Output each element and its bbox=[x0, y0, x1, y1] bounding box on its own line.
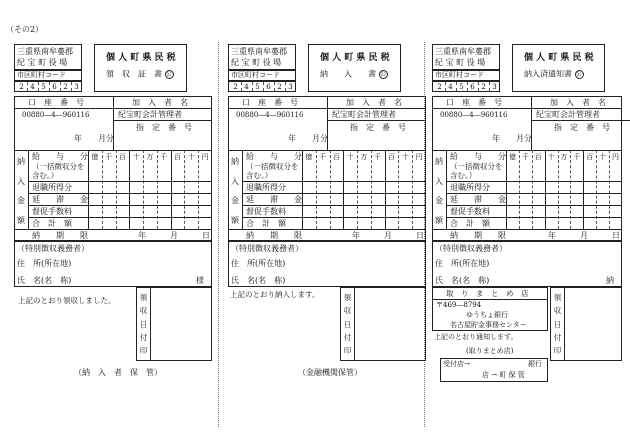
payment-amount-char: 入 bbox=[17, 176, 25, 186]
payment-amount-char: 納 bbox=[231, 157, 239, 166]
withholder-label: （特別徴収義務者） bbox=[17, 244, 89, 253]
code-digit-divider bbox=[60, 82, 61, 91]
code-label: 市区町村コード bbox=[231, 71, 280, 79]
address-label: 住 所(所在地) bbox=[435, 259, 490, 268]
agent-label: (取りまとめ店) bbox=[466, 347, 514, 355]
code-digit-divider bbox=[252, 82, 253, 91]
amount-digit-label: 千 bbox=[374, 153, 382, 161]
slip-subtitle: 納 入 書 公 bbox=[320, 69, 387, 79]
name-label: 氏 名(名 称) bbox=[17, 276, 72, 285]
office-name: 三重県南牟婁郡 bbox=[231, 47, 287, 56]
amount-item-label: 延 滞 金 bbox=[450, 195, 506, 204]
item-row-divider bbox=[28, 205, 212, 206]
amount-item-label: 退職所得分 bbox=[246, 183, 286, 192]
item-row-divider bbox=[446, 217, 622, 218]
date-stamp-label bbox=[552, 292, 563, 356]
agent-bank: ゆうちょ銀行 bbox=[466, 311, 508, 319]
code-label: 市区町村コード bbox=[435, 71, 484, 79]
date-stamp-char: 印 bbox=[553, 346, 562, 355]
code-digit-divider bbox=[274, 82, 275, 91]
amount-digit-label: 百 bbox=[388, 153, 396, 161]
payee-label: 加 入 者 名 bbox=[132, 98, 188, 107]
payment-amount-char: 額 bbox=[231, 215, 239, 225]
amount-digit-label: 億 bbox=[305, 153, 313, 161]
item-row-divider bbox=[446, 205, 622, 206]
office-name-2: 紀 宝 町 役 場 bbox=[435, 58, 486, 67]
amount-item-note: 含む。） bbox=[32, 171, 59, 180]
payment-amount-char: 入 bbox=[231, 176, 239, 186]
name-suffix: 様 bbox=[196, 276, 204, 285]
payee-name: 紀宝町会計管理者 bbox=[118, 110, 182, 119]
payment-amount-char: 額 bbox=[17, 215, 25, 225]
name-suffix: 納 bbox=[606, 276, 614, 285]
code-digit: 2 bbox=[481, 83, 486, 91]
address-label: 住 所(所在地) bbox=[17, 259, 72, 268]
date-stamp-char: 付 bbox=[343, 332, 352, 342]
code-digit: 6 bbox=[470, 83, 475, 91]
amount-item-label: 合 計 額 bbox=[32, 219, 72, 228]
payee-label: 加 入 者 名 bbox=[346, 98, 402, 107]
amount-digit-label: 千 bbox=[521, 153, 529, 161]
period-label: 年 月分 bbox=[74, 134, 114, 143]
code-digit-divider bbox=[285, 82, 286, 91]
date-stamp-char: 領 bbox=[139, 293, 148, 302]
code-digit-divider bbox=[489, 82, 490, 91]
code-digit: 5 bbox=[41, 83, 46, 91]
amount-item-label: 退職所得分 bbox=[32, 183, 72, 192]
amount-item-label: 延 滞 金 bbox=[32, 195, 88, 204]
public-seal-icon: 公 bbox=[166, 71, 173, 78]
amount-item-label: 督促手数料 bbox=[246, 207, 286, 216]
date-stamp-divider bbox=[564, 287, 565, 361]
amount-digit-label: 千 bbox=[160, 153, 168, 161]
agent-store-header: 取 り ま と め 店 bbox=[446, 289, 529, 298]
agent-center: 名古屋貯金事務センター bbox=[450, 321, 527, 329]
amount-digit-label: 円 bbox=[415, 153, 423, 161]
amount-item-label: 督促手数料 bbox=[450, 207, 490, 216]
code-digit-divider bbox=[467, 82, 468, 91]
slip-footer: （納 入 者 保 管） bbox=[74, 368, 162, 377]
date-stamp-char: 収 bbox=[343, 306, 352, 316]
public-seal-icon: 公 bbox=[380, 71, 387, 78]
code-digit-divider bbox=[38, 82, 39, 91]
item-row-divider bbox=[446, 181, 622, 182]
deadline-label: 納 期 限 bbox=[32, 231, 88, 240]
amount-digit-label: 十 bbox=[187, 153, 195, 161]
code-label: 市区町村コード bbox=[17, 71, 66, 79]
deadline-label: 納 期 限 bbox=[450, 231, 506, 240]
item-row-divider bbox=[28, 181, 212, 182]
slip bbox=[14, 0, 210, 440]
slip bbox=[432, 0, 622, 440]
payment-amount-label bbox=[229, 156, 241, 226]
office-name-2: 紀 宝 町 役 場 bbox=[17, 58, 68, 67]
code-digit: 2 bbox=[233, 83, 238, 91]
amount-item-label: 退職所得分 bbox=[450, 183, 490, 192]
public-seal-icon: 公 bbox=[576, 71, 583, 78]
slip bbox=[228, 0, 424, 440]
amount-item-note: （一括徴収分を bbox=[450, 162, 503, 171]
date-stamp-char: 領 bbox=[343, 293, 352, 302]
payment-amount-char: 金 bbox=[231, 196, 239, 206]
amount-digit-label: 円 bbox=[612, 153, 620, 161]
payment-amount-char: 納 bbox=[17, 157, 25, 166]
amount-digit-label: 千 bbox=[573, 153, 581, 161]
date-stamp-char: 日 bbox=[553, 319, 562, 329]
item-row-divider bbox=[242, 217, 426, 218]
tax-title: 個 人 町 県 民 税 bbox=[524, 53, 594, 63]
deadline-value: 年 月 日 bbox=[352, 231, 424, 240]
amount-item-label: 合 計 額 bbox=[246, 219, 286, 228]
payment-amount-char: 金 bbox=[435, 196, 443, 206]
payee-name: 紀宝町会計管理者 bbox=[332, 110, 396, 119]
account-number: 00880―4―960116 bbox=[440, 111, 508, 119]
name-label: 氏 名(名 称) bbox=[231, 276, 286, 285]
page-label: （その2） bbox=[6, 25, 44, 34]
item-row-divider bbox=[242, 205, 426, 206]
code-digit: 2 bbox=[437, 83, 442, 91]
amount-item-label: 合 計 額 bbox=[450, 219, 490, 228]
agent-store-divider bbox=[432, 299, 548, 300]
title-box bbox=[512, 44, 605, 92]
date-stamp-char: 印 bbox=[139, 346, 148, 355]
cut-line bbox=[218, 42, 219, 427]
date-stamp-char: 日 bbox=[139, 319, 148, 329]
account-number: 00880―4―960116 bbox=[22, 111, 90, 119]
date-stamp-label bbox=[138, 292, 149, 356]
code-digit-divider bbox=[478, 82, 479, 91]
deadline-value: 年 月 日 bbox=[138, 231, 210, 240]
account-label: 口 座 番 号 bbox=[242, 98, 298, 107]
code-digit: 3 bbox=[492, 83, 497, 91]
withholder-label: （特別徴収義務者） bbox=[435, 244, 507, 253]
code-digit: 3 bbox=[288, 83, 293, 91]
code-digit: 4 bbox=[30, 83, 35, 91]
code-digit: 2 bbox=[63, 83, 68, 91]
payment-amount-label bbox=[15, 156, 27, 226]
code-digit-divider bbox=[445, 82, 446, 91]
tax-title: 個 人 町 県 民 税 bbox=[106, 53, 176, 63]
amount-digit-label: 十 bbox=[132, 153, 140, 161]
code-digit-divider bbox=[456, 82, 457, 91]
amount-digit-label: 百 bbox=[174, 153, 182, 161]
slip-subtitle: 領 収 証 書 公 bbox=[106, 69, 173, 79]
amount-digit-label: 百 bbox=[534, 153, 542, 161]
payment-amount-char: 額 bbox=[435, 215, 443, 225]
tax-title: 個 人 町 県 民 税 bbox=[320, 53, 390, 63]
code-digit: 2 bbox=[277, 83, 282, 91]
address-label: 住 所(所在地) bbox=[231, 259, 286, 268]
office-name: 三重県南牟婁郡 bbox=[435, 47, 491, 56]
account-label: 口 座 番 号 bbox=[446, 98, 502, 107]
code-digit: 2 bbox=[19, 83, 24, 91]
date-stamp-char: 付 bbox=[139, 332, 148, 342]
deadline-label: 納 期 限 bbox=[246, 231, 302, 240]
date-stamp-char: 収 bbox=[139, 306, 148, 316]
payee-label: 加 入 者 名 bbox=[550, 98, 606, 107]
item-row-divider bbox=[242, 181, 426, 182]
code-digit: 4 bbox=[244, 83, 249, 91]
amount-item-label: 督促手数料 bbox=[32, 207, 72, 216]
date-stamp-char: 日 bbox=[343, 319, 352, 329]
payment-amount-char: 入 bbox=[435, 176, 443, 186]
payment-amount-char: 金 bbox=[17, 196, 25, 206]
account-label: 口 座 番 号 bbox=[28, 98, 84, 107]
amount-digit-label: 万 bbox=[360, 153, 368, 161]
agent-postal: 〒469―8794 bbox=[436, 301, 482, 309]
date-stamp-char: 印 bbox=[343, 346, 352, 355]
amount-digit-label: 百 bbox=[332, 153, 340, 161]
routing-from: 受付店→ bbox=[443, 360, 470, 368]
designated-number-label: 指 定 番 号 bbox=[350, 123, 406, 132]
amount-digit-label: 万 bbox=[146, 153, 154, 161]
slip-subtitle: 納入済通知書 公 bbox=[524, 69, 583, 79]
amount-item-note: 含む。） bbox=[246, 171, 273, 180]
receipt-note: 上記のとおり領収しました。 bbox=[18, 296, 116, 305]
date-stamp-divider bbox=[354, 287, 355, 361]
office-name-2: 紀 宝 町 役 場 bbox=[231, 58, 282, 67]
amount-digit-label: 万 bbox=[560, 153, 568, 161]
code-digit: 4 bbox=[448, 83, 453, 91]
amount-item-label: 延 滞 金 bbox=[246, 195, 302, 204]
code-digit: 5 bbox=[459, 83, 464, 91]
amount-digit-label: 十 bbox=[401, 153, 409, 161]
code-digit-divider bbox=[27, 82, 28, 91]
receipt-note: 上記のとおり納入します。 bbox=[230, 290, 320, 299]
date-stamp-label bbox=[342, 292, 353, 356]
title-box bbox=[308, 44, 401, 92]
item-row-divider bbox=[446, 193, 622, 194]
amount-item-note: （一括徴収分を bbox=[32, 162, 85, 171]
amount-digit-label: 千 bbox=[319, 153, 327, 161]
amount-item-note: （一括徴収分を bbox=[246, 162, 299, 171]
amount-item-label: 給 与 分 bbox=[246, 152, 302, 161]
date-stamp-char: 付 bbox=[553, 332, 562, 342]
name-label: 氏 名(名 称) bbox=[435, 276, 490, 285]
code-digit: 5 bbox=[255, 83, 260, 91]
office-name: 三重県南牟婁郡 bbox=[17, 47, 73, 56]
date-stamp-char: 領 bbox=[553, 293, 562, 302]
code-digit: 3 bbox=[74, 83, 79, 91]
amount-digit-label: 億 bbox=[508, 153, 516, 161]
amount-digit-label: 十 bbox=[599, 153, 607, 161]
amount-item-label: 給 与 分 bbox=[32, 152, 88, 161]
title-box bbox=[94, 44, 187, 92]
period-label: 年 月分 bbox=[492, 134, 532, 143]
amount-digit-label: 十 bbox=[547, 153, 555, 161]
amount-digit-label: 億 bbox=[91, 153, 99, 161]
amount-digit-label: 百 bbox=[118, 153, 126, 161]
amount-item-label: 給 与 分 bbox=[450, 152, 506, 161]
routing-bank: 銀行 bbox=[528, 360, 542, 368]
period-label: 年 月分 bbox=[288, 134, 328, 143]
code-digit-divider bbox=[241, 82, 242, 91]
code-digit: 6 bbox=[52, 83, 57, 91]
code-digit-divider bbox=[49, 82, 50, 91]
item-row-divider bbox=[28, 193, 212, 194]
account-number: 00880―4―960116 bbox=[236, 111, 304, 119]
slip-footer: （金融機関保管） bbox=[298, 368, 362, 377]
amount-digit-label: 十 bbox=[346, 153, 354, 161]
code-digit: 6 bbox=[266, 83, 271, 91]
date-stamp-divider bbox=[150, 287, 151, 361]
routing-to: 店 → 町 保 管 bbox=[482, 371, 525, 379]
item-row-divider bbox=[28, 217, 212, 218]
amount-digit-label: 円 bbox=[201, 153, 209, 161]
item-row-divider bbox=[242, 193, 426, 194]
designated-number-label: 指 定 番 号 bbox=[136, 123, 192, 132]
payment-amount-char: 納 bbox=[435, 157, 443, 166]
amount-digit-label: 千 bbox=[105, 153, 113, 161]
notify-note: 上記のとおり通知します。 bbox=[434, 333, 518, 341]
code-digit-divider bbox=[263, 82, 264, 91]
payee-name: 紀宝町会計管理者 bbox=[536, 110, 600, 119]
date-stamp-char: 収 bbox=[553, 306, 562, 316]
designated-number-label: 指 定 番 号 bbox=[554, 123, 610, 132]
withholder-label: （特別徴収義務者） bbox=[231, 244, 303, 253]
code-digit-divider bbox=[71, 82, 72, 91]
deadline-value: 年 月 日 bbox=[548, 231, 620, 240]
amount-item-note: 含む。） bbox=[450, 171, 477, 180]
payment-amount-label bbox=[433, 156, 445, 226]
amount-digit-label: 百 bbox=[586, 153, 594, 161]
